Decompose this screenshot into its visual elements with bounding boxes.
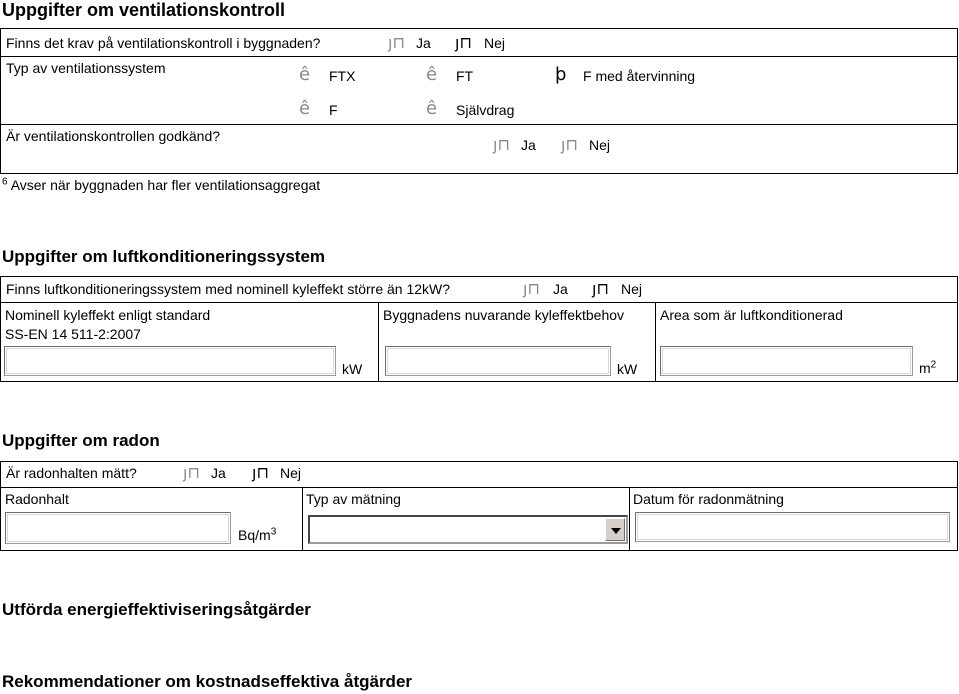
radio-icon[interactable]: ȷ⊓ xyxy=(561,135,578,154)
unit-bq-m3 xyxy=(238,527,276,543)
radio-label-no: Nej xyxy=(484,35,506,51)
radon-heading: Uppgifter om radon xyxy=(2,431,160,450)
type-option-ft: FT xyxy=(456,68,474,84)
unit-m: m xyxy=(919,360,931,376)
q-ventilation-required: Finns det krav på ventilationskontroll i byggnaden? xyxy=(6,35,321,51)
radio-label-yes: Ja xyxy=(416,35,431,51)
radon-level-input[interactable] xyxy=(5,512,231,544)
radio-icon[interactable]: ȷ⊓ xyxy=(523,279,540,298)
radon-level-label: Radonhalt xyxy=(5,491,69,507)
recommendations-heading: Rekommendationer om kostnadseffektiva åtgärder xyxy=(2,672,413,691)
input-value xyxy=(662,348,911,374)
footnote xyxy=(2,177,320,193)
conditioned-area-label: Area som är luftkonditionerad xyxy=(660,307,843,323)
type-option-f: F xyxy=(329,102,338,118)
q-aircon-present: Finns luftkonditioneringssystem med nominell kyleffekt större än 12kW? xyxy=(6,281,451,297)
q-ventilation-approved: Är ventilationskontrollen godkänd? xyxy=(6,128,221,144)
checkbox-icon[interactable]: þ xyxy=(555,64,567,85)
footnote-text: Avser när byggnaden har fler ventilationsaggregat xyxy=(10,177,321,193)
unit-kw: kW xyxy=(342,361,363,377)
radio-icon[interactable]: ȷ⊓ xyxy=(183,463,200,482)
footnote-mark: 6 xyxy=(2,176,8,188)
measurement-date-label: Datum för radonmätning xyxy=(633,491,784,507)
q-radon-measured: Är radonhalten mätt? xyxy=(6,465,137,481)
dropdown-arrow-icon[interactable] xyxy=(605,518,625,541)
radio-label-no: Nej xyxy=(621,281,643,297)
divider xyxy=(0,124,958,125)
radio-icon[interactable]: ȷ⊓ xyxy=(455,33,472,52)
input-value xyxy=(387,348,609,374)
input-value xyxy=(7,514,229,542)
measures-heading: Utförda energieffektiviseringsåtgärder xyxy=(2,600,311,619)
type-option-f-recovery: F med återvinning xyxy=(583,68,696,84)
checkbox-icon[interactable]: ê xyxy=(426,64,438,85)
ventilation-type-label: Typ av ventilationssystem xyxy=(6,60,166,76)
divider xyxy=(0,302,958,303)
unit-sup: 3 xyxy=(270,526,277,538)
divider xyxy=(302,487,303,551)
nominal-cooling-input[interactable] xyxy=(4,346,336,376)
radio-label-yes: Ja xyxy=(553,281,568,297)
divider xyxy=(378,302,379,382)
radio-icon[interactable]: ȷ⊓ xyxy=(252,463,269,482)
type-option-natural: Självdrag xyxy=(456,102,515,118)
divider xyxy=(629,487,630,551)
checkbox-icon[interactable]: ê xyxy=(299,64,311,85)
unit-sup: 2 xyxy=(930,359,937,371)
radio-label-yes: Ja xyxy=(521,137,536,153)
type-option-ftx: FTX xyxy=(329,68,356,84)
measurement-date-input[interactable] xyxy=(635,512,950,542)
nominal-cooling-label: Nominell kyleffekt enligt standard xyxy=(5,307,211,323)
unit-kw: kW xyxy=(617,361,638,377)
input-value xyxy=(637,514,948,540)
unit-bq: Bq/m xyxy=(238,527,271,543)
radio-label-yes: Ja xyxy=(211,465,226,481)
aircon-heading: Uppgifter om luftkonditioneringssystem xyxy=(2,247,326,266)
measurement-type-select[interactable] xyxy=(308,515,628,544)
cooling-demand-label: Byggnadens nuvarande kyleffektbehov xyxy=(383,307,625,323)
radio-label-no: Nej xyxy=(280,465,302,481)
unit-m2 xyxy=(919,360,936,376)
nominal-cooling-standard: SS-EN 14 511-2:2007 xyxy=(5,326,141,342)
conditioned-area-input[interactable] xyxy=(660,346,913,376)
checkbox-icon[interactable]: ê xyxy=(299,98,311,119)
divider xyxy=(0,487,958,488)
radio-icon[interactable]: ȷ⊓ xyxy=(493,135,510,154)
input-value xyxy=(6,348,334,374)
ventilation-heading: Uppgifter om ventilationskontroll xyxy=(2,0,286,20)
checkbox-icon[interactable]: ê xyxy=(426,98,438,119)
divider xyxy=(655,302,656,382)
radio-icon[interactable]: ȷ⊓ xyxy=(388,33,405,52)
measurement-type-label: Typ av mätning xyxy=(306,491,401,507)
divider xyxy=(0,56,958,57)
cooling-demand-input[interactable] xyxy=(385,346,611,376)
radio-icon[interactable]: ȷ⊓ xyxy=(592,279,609,298)
radio-label-no: Nej xyxy=(589,137,611,153)
